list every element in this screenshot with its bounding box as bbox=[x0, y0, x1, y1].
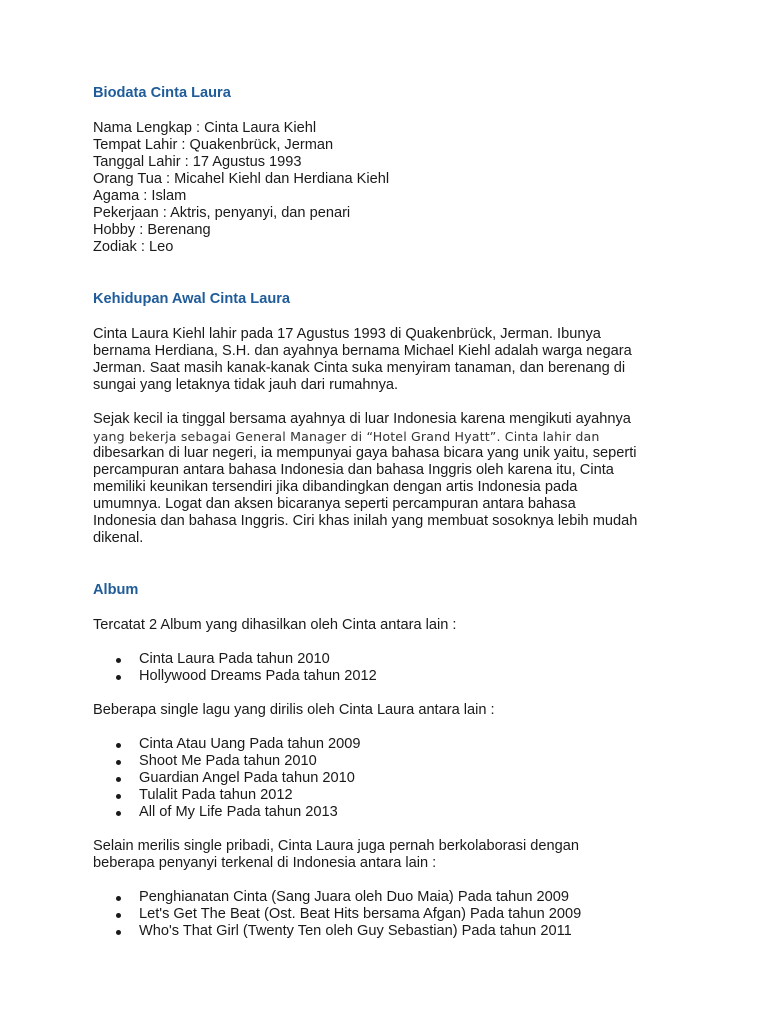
list-item-text: Cinta Atau Uang Pada tahun 2009 bbox=[139, 736, 361, 752]
list-item bbox=[93, 923, 693, 940]
paragraph-line: Indonesia dan bahasa Inggris. Ciri khas inilah yang membuat sosoknya lebih mudah bbox=[93, 513, 638, 529]
list-item bbox=[93, 906, 693, 923]
list-item bbox=[93, 787, 693, 804]
paragraph-line: yang bekerja sebagai General Manager di “Hotel Grand Hyatt”. Cinta lahir dan bbox=[93, 429, 600, 444]
field-nama-lengkap: Nama Lengkap : Cinta Laura Kiehl bbox=[93, 120, 317, 136]
paragraph-line: dibesarkan di luar negeri, ia mempunyai gaya bahasa bicara yang unik yaitu, seperti bbox=[93, 445, 637, 461]
field-orang-tua: Orang Tua : Micahel Kiehl dan Herdiana Kiehl bbox=[93, 171, 390, 187]
singles-intro bbox=[93, 702, 693, 719]
bullet-icon bbox=[116, 896, 121, 901]
bullet-icon bbox=[116, 777, 121, 782]
paragraph-line: beberapa penyanyi terkenal di Indonesia antara lain : bbox=[93, 855, 437, 871]
list-item-text: Who's That Girl (Twenty Ten oleh Guy Sebastian) Pada tahun 2011 bbox=[139, 923, 572, 939]
bullet-icon bbox=[116, 811, 121, 816]
paragraph-line: Sejak kecil ia tinggal bersama ayahnya di luar Indonesia karena mengikuti ayahnya bbox=[93, 411, 631, 427]
paragraph-line: Cinta Laura Kiehl lahir pada 17 Agustus 1993 di Quakenbrück, Jerman. Ibunya bbox=[93, 326, 601, 342]
biodata-heading: Biodata Cinta Laura bbox=[93, 85, 231, 101]
bullet-icon bbox=[116, 743, 121, 748]
list-item-text: Let's Get The Beat (Ost. Beat Hits bersama Afgan) Pada tahun 2009 bbox=[139, 906, 582, 922]
paragraph-line: memiliki keunikan tersendiri jika dibandingkan dengan artis Indonesia pada bbox=[93, 479, 578, 495]
list-item bbox=[93, 668, 693, 685]
paragraph-line: bernama Herdiana, S.H. dan ayahnya bernama Michael Kiehl adalah warga negara bbox=[93, 343, 632, 359]
bullet-icon bbox=[116, 658, 121, 663]
kehidupan-paragraph-1 bbox=[93, 326, 693, 394]
paragraph-line: Jerman. Saat masih kanak-kanak Cinta suka menyiram tanaman, dan berenang di bbox=[93, 360, 626, 376]
paragraph-line: Beberapa single lagu yang dirilis oleh Cinta Laura antara lain : bbox=[93, 702, 495, 718]
field-tempat-lahir: Tempat Lahir : Quakenbrück, Jerman bbox=[93, 137, 334, 153]
field-pekerjaan: Pekerjaan : Aktris, penyanyi, dan penari bbox=[93, 205, 351, 221]
list-item bbox=[93, 770, 693, 787]
biodata-fields bbox=[93, 120, 693, 256]
collab-intro bbox=[93, 838, 693, 872]
bullet-icon bbox=[116, 760, 121, 765]
album-list bbox=[93, 651, 693, 685]
bullet-icon bbox=[116, 675, 121, 680]
list-item-text: Penghianatan Cinta (Sang Juara oleh Duo Maia) Pada tahun 2009 bbox=[139, 889, 570, 905]
album-intro bbox=[93, 617, 693, 634]
kehidupan-heading: Kehidupan Awal Cinta Laura bbox=[93, 291, 291, 307]
list-item-text: Hollywood Dreams Pada tahun 2012 bbox=[139, 668, 377, 684]
field-hobby: Hobby : Berenang bbox=[93, 222, 211, 238]
paragraph-line: Tercatat 2 Album yang dihasilkan oleh Cinta antara lain : bbox=[93, 617, 457, 633]
field-tanggal-lahir: Tanggal Lahir : 17 Agustus 1993 bbox=[93, 154, 302, 170]
singles-list bbox=[93, 736, 693, 821]
bullet-icon bbox=[116, 930, 121, 935]
document-page bbox=[93, 85, 693, 940]
list-item bbox=[93, 804, 693, 821]
list-item bbox=[93, 736, 693, 753]
field-zodiak: Zodiak : Leo bbox=[93, 239, 174, 255]
paragraph-line: Selain merilis single pribadi, Cinta Laura juga pernah berkolaborasi dengan bbox=[93, 838, 579, 854]
list-item-text: All of My Life Pada tahun 2013 bbox=[139, 804, 338, 820]
list-item bbox=[93, 889, 693, 906]
paragraph-line: percampuran antara bahasa Indonesia dan bahasa Inggris oleh karena itu, Cinta bbox=[93, 462, 614, 478]
kehidupan-paragraph-2 bbox=[93, 411, 693, 547]
album-heading: Album bbox=[93, 582, 139, 598]
paragraph-line: dikenal. bbox=[93, 530, 144, 546]
bullet-icon bbox=[116, 913, 121, 918]
list-item-text: Tulalit Pada tahun 2012 bbox=[139, 787, 293, 803]
field-agama: Agama : Islam bbox=[93, 188, 187, 204]
list-item-text: Cinta Laura Pada tahun 2010 bbox=[139, 651, 330, 667]
list-item bbox=[93, 753, 693, 770]
list-item bbox=[93, 651, 693, 668]
collab-list bbox=[93, 889, 693, 940]
paragraph-line: umumnya. Logat dan aksen bicaranya seperti percampuran antara bahasa bbox=[93, 496, 576, 512]
list-item-text: Guardian Angel Pada tahun 2010 bbox=[139, 770, 355, 786]
bullet-icon bbox=[116, 794, 121, 799]
paragraph-line: sungai yang letaknya tidak jauh dari rumahnya. bbox=[93, 377, 399, 393]
list-item-text: Shoot Me Pada tahun 2010 bbox=[139, 753, 317, 769]
